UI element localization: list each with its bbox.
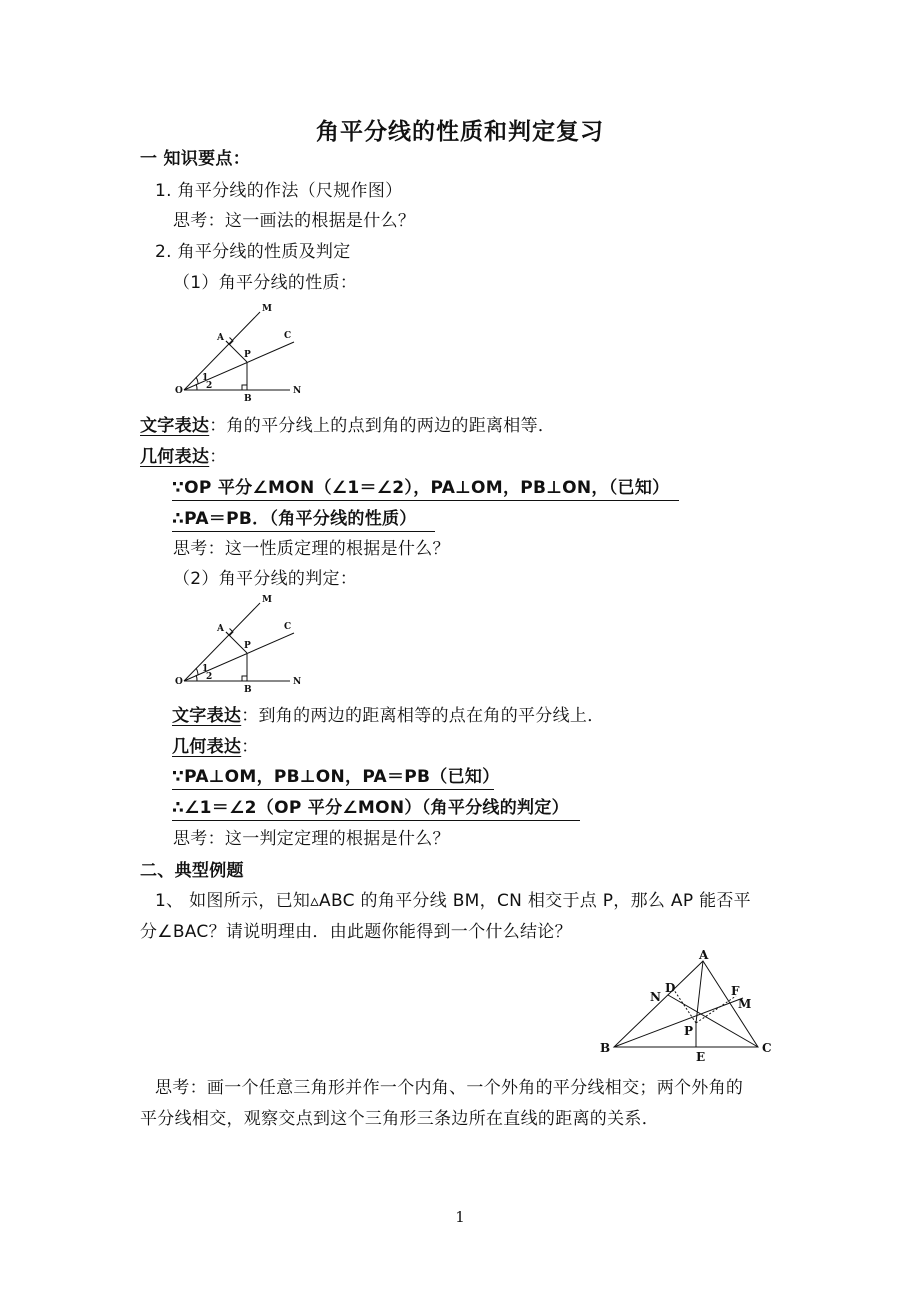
label-a: A xyxy=(217,624,224,634)
bisector-bm xyxy=(614,998,743,1047)
label-2: 2 xyxy=(206,381,213,391)
think-line2: 平分线相交，观察交点到这个三角形三条边所在直线的距离的关系． xyxy=(140,1109,659,1129)
label-p: P xyxy=(684,1024,694,1038)
label-c: C xyxy=(284,331,292,341)
label-2: 2 xyxy=(206,672,213,682)
sub2-text-expression: 文字表达：到角的两边的距离相等的点在角的平分线上． xyxy=(172,706,605,726)
triangle-bisector-figure xyxy=(590,945,790,1065)
label-b: B xyxy=(600,1041,611,1055)
label-a: A xyxy=(699,948,709,962)
section1-heading: 一 知识要点： xyxy=(140,149,251,169)
right-angle-mark-b xyxy=(242,676,247,681)
sub1-geo-line2: ∴PA＝PB．（角平分线的性质） xyxy=(172,508,435,532)
label-c: C xyxy=(284,622,292,632)
label-p: P xyxy=(244,350,251,360)
label-o: O xyxy=(175,677,183,687)
angle-arc-1 xyxy=(196,377,198,384)
sub2-geo-expression: 几何表达： xyxy=(172,737,259,757)
sub2-think: 思考：这一判定定理的根据是什么？ xyxy=(173,829,450,849)
sub1-think: 思考：这一性质定理的根据是什么？ xyxy=(173,539,450,559)
sub1-geo-expression: 几何表达： xyxy=(140,447,227,467)
sub2-geo-line1: ∵PA⊥OM，PB⊥ON，PA＝PB（已知） xyxy=(172,766,494,790)
label-b: B xyxy=(244,685,252,695)
sub2-text-label: 文字表达 xyxy=(172,706,242,726)
section2-heading: 二、典型例题 xyxy=(140,861,244,881)
page-number: 1 xyxy=(455,1208,465,1226)
label-b: B xyxy=(244,394,252,404)
sub2-heading: （2）角平分线的判定： xyxy=(173,569,358,589)
sub2-geo-line2: ∴∠1＝∠2（OP 平分∠MON）（角平分线的判定） xyxy=(172,797,580,821)
sub1-text-label: 文字表达 xyxy=(140,416,210,436)
segment-pd xyxy=(674,990,696,1023)
label-m: M xyxy=(738,997,752,1011)
label-p: P xyxy=(244,641,251,651)
sub1-heading: （1）角平分线的性质： xyxy=(173,273,358,293)
angle-arc-1 xyxy=(196,668,198,675)
sub2-geo-label: 几何表达 xyxy=(172,737,242,757)
label-n: N xyxy=(293,386,302,396)
label-m: M xyxy=(262,595,272,605)
sub1-geo-label: 几何表达 xyxy=(140,447,210,467)
label-n: N xyxy=(650,990,661,1004)
right-angle-mark-b xyxy=(242,385,247,390)
ray-oc xyxy=(184,633,294,681)
angle-bisector-figure-1 xyxy=(170,300,310,406)
label-d: D xyxy=(665,981,676,995)
label-m: M xyxy=(262,304,272,314)
label-n: N xyxy=(293,677,302,687)
item1-think: 思考：这一画法的根据是什么？ xyxy=(173,211,416,231)
sub1-text-expression: 文字表达：角的平分线上的点到角的两边的距离相等． xyxy=(140,416,556,436)
example1-line1: 1、 如图所示，已知▵ABC 的角平分线 BM，CN 相交于点 P，那么 AP 能否平 xyxy=(155,891,751,911)
label-1: 1 xyxy=(202,373,209,383)
think-line1: 思考：画一个任意三角形并作一个内角、一个外角的平分线相交；两个外角的 xyxy=(155,1078,744,1098)
label-o: O xyxy=(175,386,183,396)
page-title: 角平分线的性质和判定复习 xyxy=(316,119,604,145)
example1-line2: 分∠BAC？请说明理由．由此题你能得到一个什么结论？ xyxy=(140,922,572,942)
item1: 1. 角平分线的作法（尺规作图） xyxy=(155,181,403,201)
ray-oc xyxy=(184,342,294,390)
segment-pf xyxy=(696,996,736,1023)
label-f: F xyxy=(731,984,740,998)
label-c: C xyxy=(762,1041,772,1055)
sub1-geo-line1: ∵OP 平分∠MON（∠1＝∠2），PA⊥OM，PB⊥ON，（已知） xyxy=(172,477,679,501)
item2: 2. 角平分线的性质及判定 xyxy=(155,242,351,262)
label-a: A xyxy=(217,333,224,343)
angle-bisector-figure-2 xyxy=(170,592,310,698)
label-e: E xyxy=(696,1050,706,1064)
label-1: 1 xyxy=(202,664,209,674)
